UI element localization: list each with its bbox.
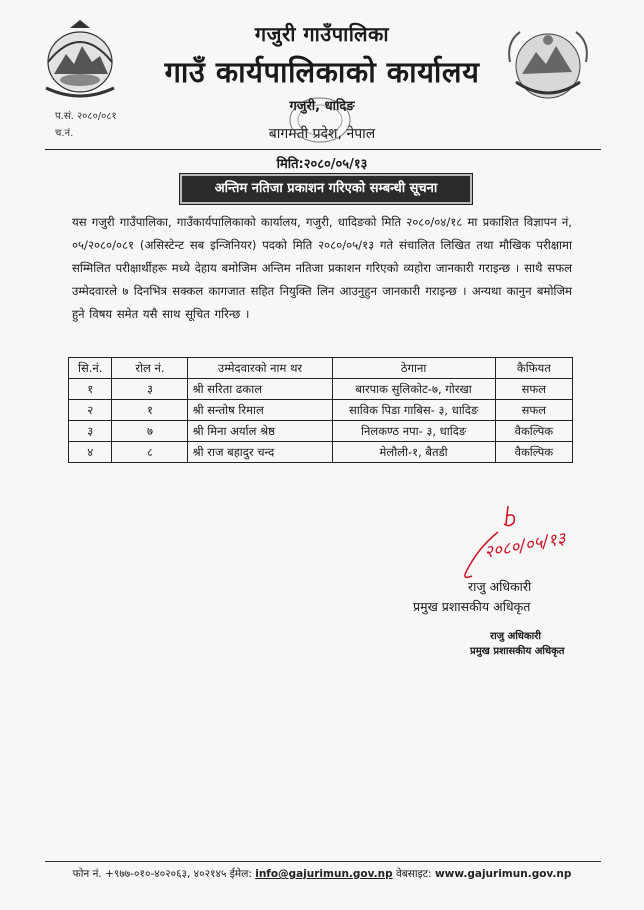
notice-date: मिति:२०८०/०५/१३	[276, 157, 368, 172]
cell-serial: १	[69, 379, 112, 400]
cell-serial: २	[69, 400, 112, 421]
website-label: वेबसाइट:	[395, 868, 432, 880]
footer-contact	[0, 867, 644, 881]
cell-name: श्री सरिता ढकाल	[188, 379, 332, 400]
cell-remark: वैकल्पिक	[495, 442, 572, 463]
table-header-row	[69, 358, 573, 379]
cell-roll: ३	[112, 379, 188, 400]
notice-body: यस गजुरी गाउँपालिका, गाउँकार्यपालिकाको कार्यालय, गजुरी, धादिङको मिति २०८०/०४/१८ मा प्रकाशित विज्ञापन नं, ०५/२०८०/०८१ (असिस्टेन्ट सब इन्जिनियर) पदको मिति २०८०/०५/१३ गते संचालित लिखित तथा मौखिक परीक्षामा सम्मिलित परीक्षार्थीहरू मध्ये देहाय बमोजिम अन्तिम नतिजा प्रकाशन गरिएको व्यहोरा जानकारी गराइन्छ । साथै सफल उम्मेदवारले ७ दिनभित्र सक्कल कागजात सहित नियुक्ति लिन आउनुहुन जानकारी गराइन्छ । अन्यथा कानुन बमोजिम हुने विषय समेत यसै साथ सूचित गरिन्छ ।	[72, 215, 572, 321]
cell-roll: ८	[112, 442, 188, 463]
cell-remark: सफल	[495, 400, 572, 421]
header-divider	[45, 149, 601, 150]
office-name: गाउँ कार्यपालिकाको कार्यालय	[164, 55, 480, 89]
cell-address: निलकण्ठ नपा- ३, धादिङ	[332, 421, 495, 442]
phone-label: फोन नं.	[72, 868, 102, 880]
cell-address: बारपाक सुलिकोट-७, गोरखा	[332, 379, 495, 400]
header-remark: कैफियत	[495, 358, 572, 379]
office-location: गजुरी, धादिङ	[289, 99, 355, 114]
cell-roll: १	[112, 400, 188, 421]
signatory-name: राजु अधिकारी	[468, 579, 532, 594]
cell-remark: सफल	[495, 379, 572, 400]
handwritten-signature	[458, 502, 588, 582]
header-name: उम्मेदवारको नाम थर	[188, 358, 332, 379]
table-row	[69, 379, 573, 400]
table-row	[69, 442, 573, 463]
email-label: ईमेल:	[229, 868, 252, 880]
cell-address: साविक पिडा गाबिस- ३, धादिङ	[332, 400, 495, 421]
stamp-title: प्रमुख प्रशासकीय अधिकृत	[470, 646, 565, 657]
header-address: ठेगाना	[332, 358, 495, 379]
province-name: बागमती प्रदेश, नेपाल	[268, 126, 376, 142]
cell-name: श्री मिना अर्याल श्रेष्ठ	[188, 421, 332, 442]
header-roll: रोल नं.	[112, 358, 188, 379]
notice-title: अन्तिम नतिजा प्रकाशन गरिएको सम्बन्धी सूचना	[180, 174, 472, 204]
reference-number: प.सं. २०८०/०८१	[55, 111, 117, 122]
results-table	[68, 357, 573, 463]
cell-serial: ३	[69, 421, 112, 442]
cell-name: श्री सन्तोष रिमाल	[188, 400, 332, 421]
signatory-title: प्रमुख प्रशासकीय अधिकृत	[413, 599, 531, 614]
header-serial: सि.नं.	[69, 358, 112, 379]
footer-divider	[45, 861, 601, 862]
cell-remark: वैकल्पिक	[495, 421, 572, 442]
cell-address: मेलौली-१, बैतडी	[332, 442, 495, 463]
dispatch-number: च.नं.	[55, 128, 74, 139]
cell-serial: ४	[69, 442, 112, 463]
stamp-name: राजु अधिकारी	[490, 631, 541, 642]
website-link[interactable]: www.gajurimun.gov.np	[434, 868, 572, 880]
email-link[interactable]: info@gajurimun.gov.np	[255, 868, 393, 880]
table-row	[69, 400, 573, 421]
municipality-name: गजुरी गाउँपालिका	[254, 22, 390, 46]
phone-number: +९७७-०१०-४०२०६३, ४०२१४५	[105, 868, 227, 880]
cell-roll: ७	[112, 421, 188, 442]
office-seal-icon	[270, 90, 370, 150]
handwritten-date: २०८०/०५/१३	[482, 528, 568, 563]
table-row	[69, 421, 573, 442]
cell-name: श्री राज बहादुर चन्द	[188, 442, 332, 463]
